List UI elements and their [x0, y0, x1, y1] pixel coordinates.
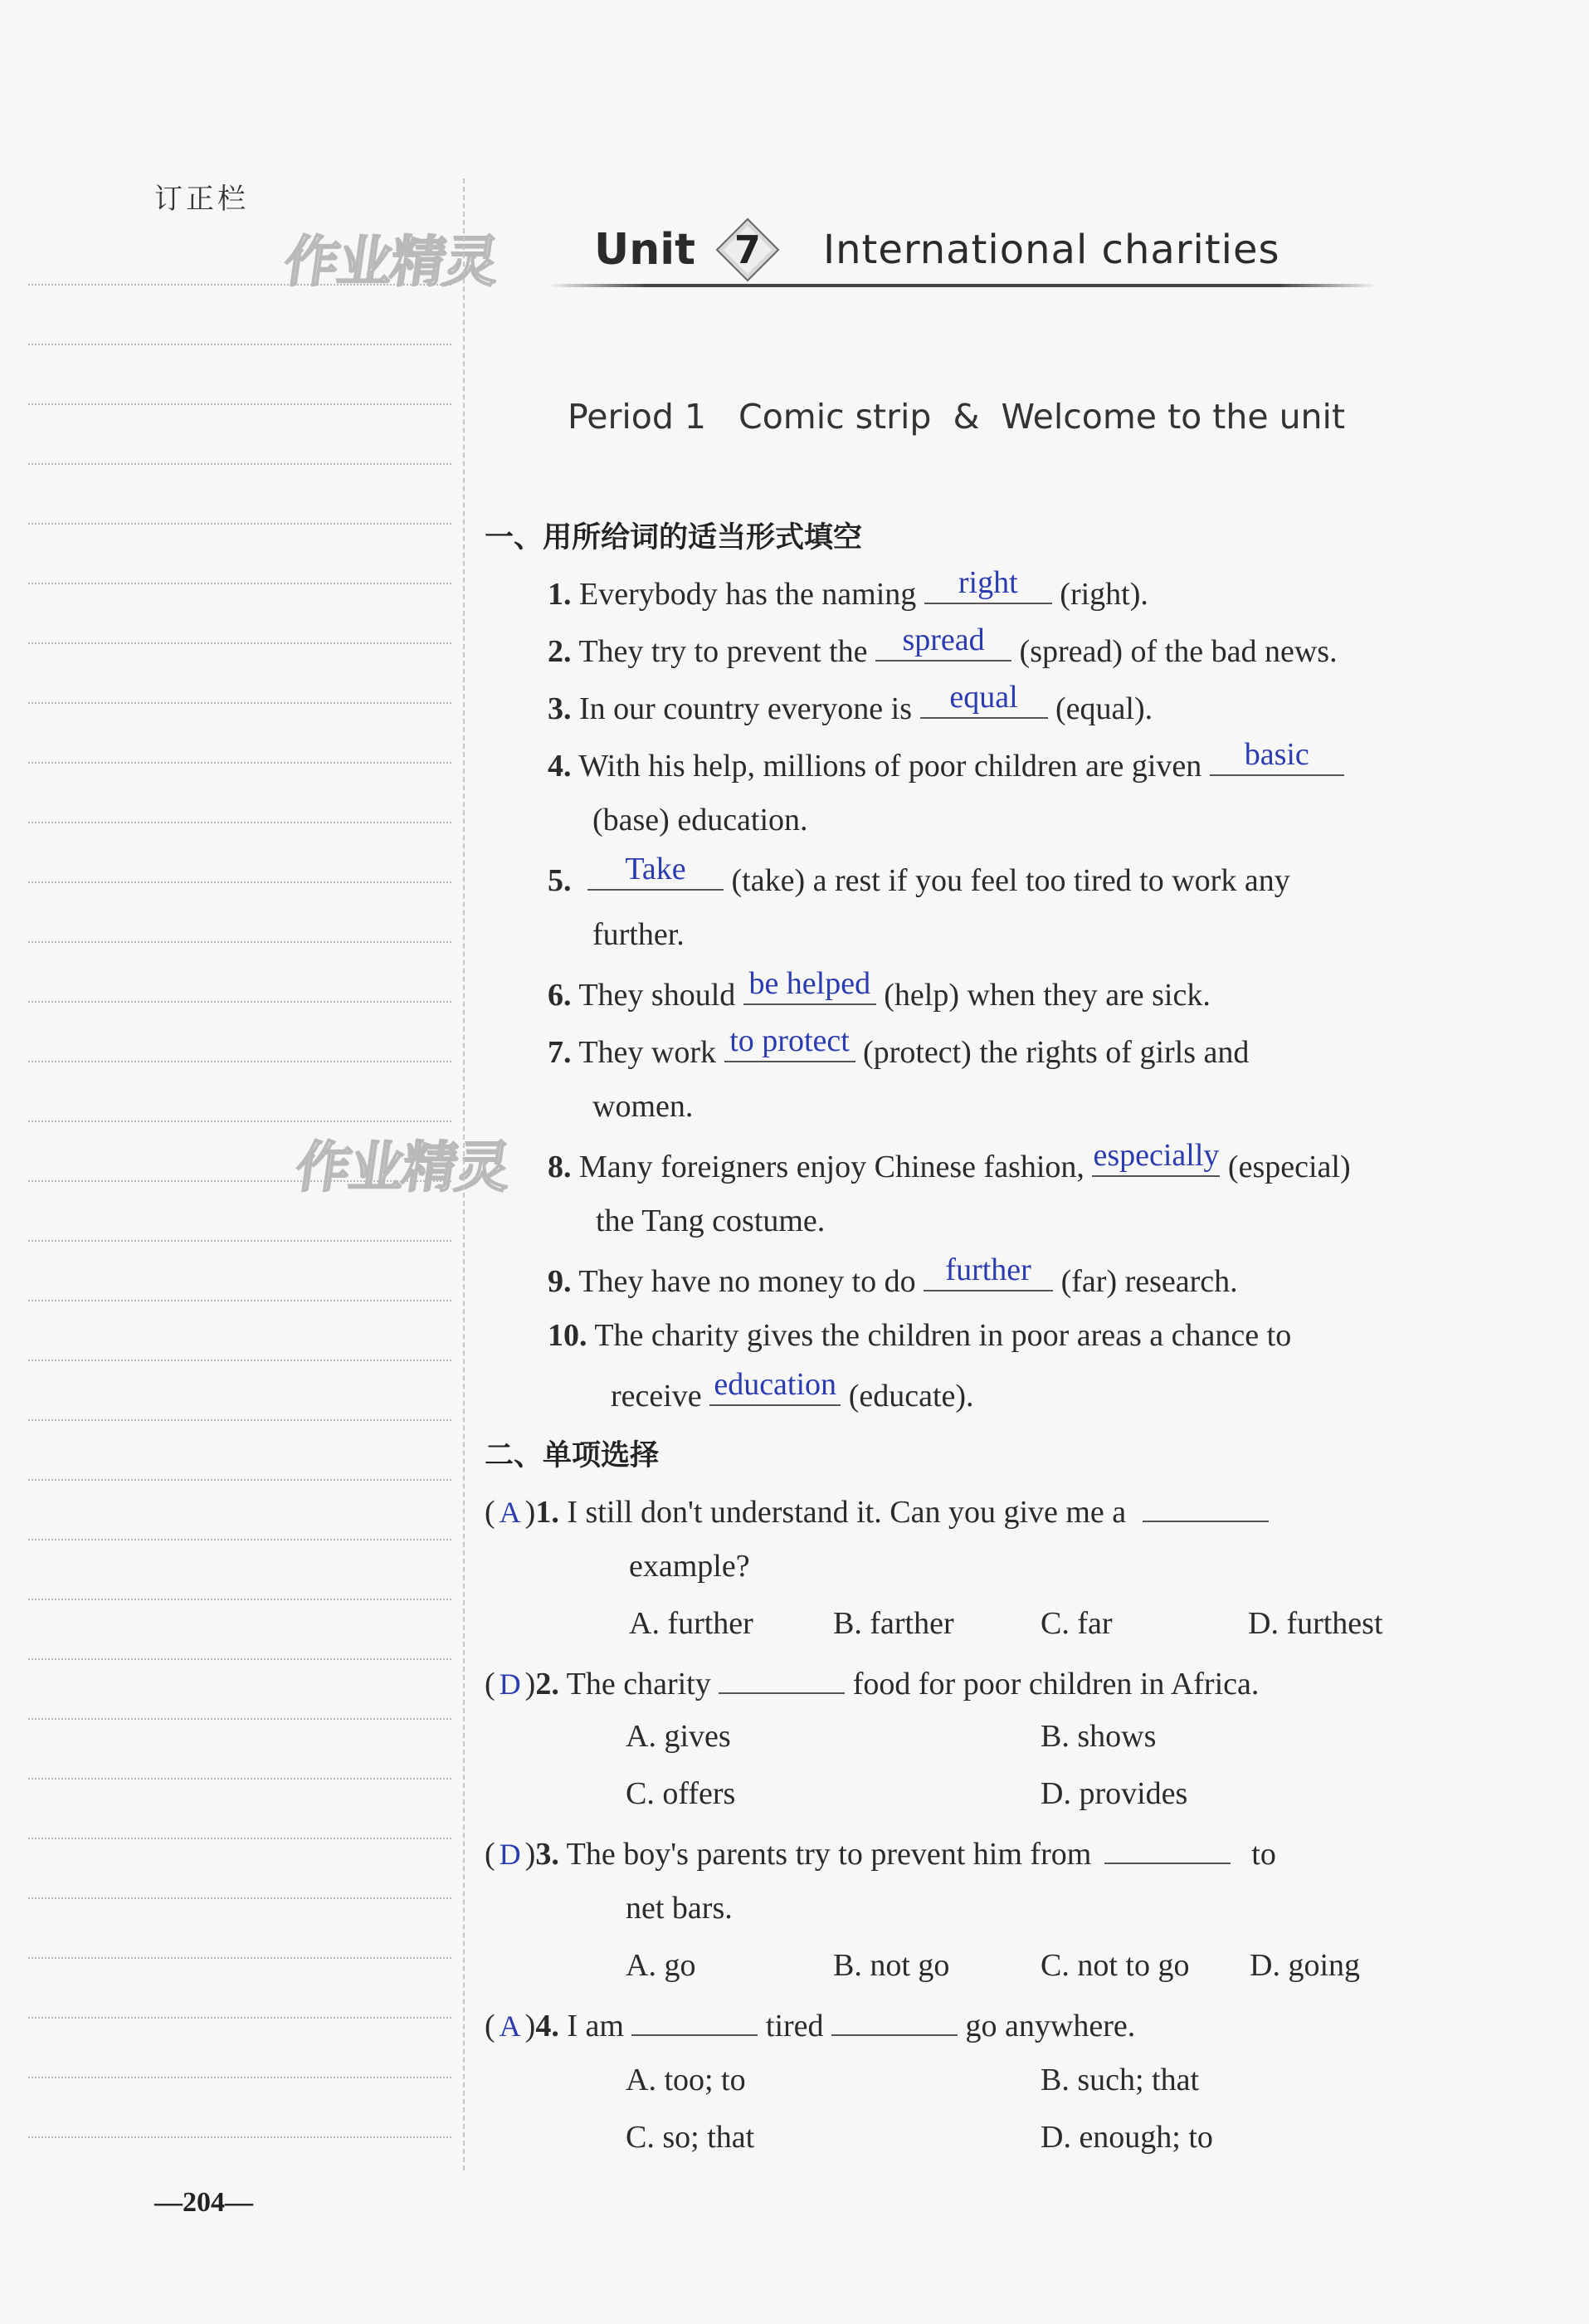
option-b: B. farther	[833, 1606, 954, 1641]
option-a: A. further	[629, 1606, 753, 1641]
correction-line	[28, 2077, 451, 2078]
correction-line	[28, 1240, 451, 1242]
question-blank	[631, 2004, 758, 2036]
option-d: D. going	[1250, 1948, 1360, 1983]
option-c: C. offers	[626, 1776, 736, 1811]
page-number: —204—	[154, 2187, 253, 2218]
answer-blank	[709, 1367, 841, 1406]
choice-item-3-line2: net bars.	[626, 1891, 733, 1926]
correction-line	[28, 881, 451, 883]
section-2-title: 二、单项选择	[485, 1439, 660, 1472]
correction-line	[28, 1479, 451, 1481]
answer-text: further	[945, 1252, 1031, 1287]
correction-line	[28, 1180, 451, 1182]
option-b: B. not go	[833, 1948, 950, 1983]
option-d: D. enough; to	[1041, 2120, 1213, 2155]
correction-line	[28, 822, 451, 823]
fill-item-4: 4. With his help, millions of poor children are given basic	[548, 745, 1344, 784]
choice-answer: A	[499, 1496, 521, 1529]
fill-item-10: 10. The charity gives the children in poor areas a chance to	[548, 1318, 1292, 1353]
fill-item-1: 1. Everybody has the naming right (right).	[548, 565, 1148, 612]
correction-line	[28, 523, 451, 525]
answer-text: Take	[625, 852, 686, 886]
correction-line	[28, 1300, 451, 1301]
fill-item-7-line2: women.	[592, 1089, 694, 1124]
correction-line	[28, 1658, 451, 1660]
correction-line	[28, 642, 451, 644]
correction-line	[28, 941, 451, 943]
fill-item-10-line2: receive education (educate).	[611, 1367, 974, 1413]
choice-item-1-line2: example?	[629, 1549, 750, 1584]
choice-answer: A	[499, 2009, 521, 2043]
answer-blank	[924, 565, 1052, 604]
answer-blank	[924, 1252, 1053, 1291]
answer-blank	[1092, 1138, 1220, 1177]
unit-header	[594, 217, 1280, 282]
correction-line	[28, 1599, 451, 1600]
fill-item-6: 6. They should be helped (help) when they are sick.	[548, 966, 1211, 1013]
answer-blank	[724, 1023, 855, 1062]
fill-item-3: 3. In our country everyone is equal (equal).	[548, 680, 1153, 726]
question-blank	[831, 2004, 958, 2036]
choice-item-2: ( D )2. The charity food for poor children in Africa.	[485, 1662, 1259, 1702]
answer-blank	[875, 622, 1011, 662]
unit-number: 7	[734, 227, 761, 272]
option-a: A. too; to	[626, 2063, 746, 2097]
choice-answer: D	[499, 1838, 521, 1871]
correction-line	[28, 1957, 451, 1959]
section-1-title: 一、用所给词的适当形式填空	[485, 521, 863, 554]
fill-item-8: 8. Many foreigners enjoy Chinese fashion, especially (especial)	[548, 1138, 1351, 1184]
correction-line	[28, 463, 451, 465]
option-b: B. such; that	[1041, 2063, 1200, 2097]
option-c: C. far	[1041, 1606, 1113, 1641]
correction-line	[28, 1539, 451, 1540]
option-a: A. go	[626, 1948, 696, 1983]
period-title: Period 1 Comic strip & Welcome to the unit	[568, 397, 1346, 437]
correction-line	[28, 1120, 451, 1122]
fill-item-7: 7. They work to protect (protect) the rights of girls and	[548, 1023, 1250, 1070]
answer-blank	[1210, 737, 1344, 776]
question-blank	[719, 1662, 845, 1694]
option-c: C. not to go	[1041, 1948, 1190, 1983]
choice-item-3: ( D )3. The boy's parents try to prevent him from to	[485, 1833, 1276, 1872]
option-d: D. furthest	[1248, 1606, 1383, 1641]
correction-line	[28, 1838, 451, 1839]
correction-line	[28, 344, 451, 345]
question-blank	[1104, 1833, 1231, 1864]
correction-line	[28, 2017, 451, 2019]
unit-word: Unit	[594, 225, 695, 275]
correction-line	[28, 583, 451, 584]
option-b: B. shows	[1041, 1719, 1157, 1754]
correction-line	[28, 1778, 451, 1780]
fill-item-4-line2: (base) education.	[592, 803, 808, 837]
option-a: A. gives	[626, 1719, 731, 1754]
unit-title: International charities	[822, 227, 1280, 273]
correction-line	[28, 1001, 451, 1003]
answer-text: equal	[949, 680, 1018, 715]
answer-blank	[587, 852, 724, 891]
correction-line	[28, 284, 451, 286]
fill-item-5-line2: further.	[592, 917, 685, 952]
watermark-middle: 作业精灵	[291, 1135, 514, 1199]
answer-blank	[743, 966, 876, 1005]
choice-item-4: ( A )4. I am tired go anywhere.	[485, 2004, 1135, 2044]
answer-text: education	[714, 1367, 837, 1402]
answer-text: be helped	[748, 966, 871, 1001]
fill-item-9: 9. They have no money to do further (far) research.	[548, 1252, 1238, 1299]
correction-line	[28, 762, 451, 764]
unit-number-badge	[715, 217, 780, 282]
answer-text: especially	[1093, 1138, 1220, 1173]
correction-line	[28, 1419, 451, 1421]
answer-text: to protect	[729, 1023, 850, 1058]
correction-line	[28, 403, 451, 405]
correction-line	[28, 2136, 451, 2138]
choice-answer: D	[499, 1667, 521, 1701]
column-divider	[463, 178, 465, 2170]
answer-text: spread	[902, 622, 985, 657]
correction-line	[28, 1360, 451, 1361]
answer-blank	[920, 680, 1048, 719]
choice-item-1: ( A )1. I still don't understand it. Can you give me a	[485, 1491, 1269, 1531]
fill-item-2: 2. They try to prevent the spread (spread) of the bad news.	[548, 622, 1338, 669]
correction-line	[28, 1897, 451, 1899]
header-rule	[548, 284, 1377, 287]
watermark-top: 作业精灵	[280, 230, 502, 294]
correction-line	[28, 1718, 451, 1720]
answer-text: right	[958, 565, 1018, 600]
fill-item-8-line2: the Tang costume.	[596, 1204, 826, 1238]
answer-text: basic	[1244, 737, 1309, 772]
correction-column-label: 订正栏	[154, 183, 249, 216]
question-blank	[1143, 1491, 1269, 1522]
fill-item-5: 5. Take (take) a rest if you feel too tired to work any	[548, 852, 1290, 898]
correction-line	[28, 702, 451, 704]
correction-line	[28, 1061, 451, 1062]
option-d: D. provides	[1041, 1776, 1188, 1811]
option-c: C. so; that	[626, 2120, 755, 2155]
